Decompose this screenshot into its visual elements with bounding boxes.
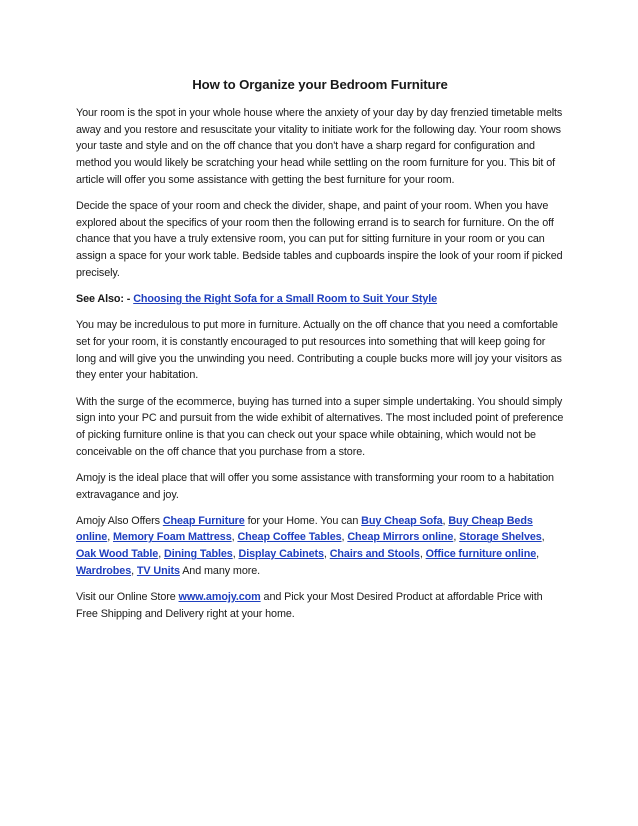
link-chairs-and-stools[interactable]: Chairs and Stools	[329, 548, 420, 561]
separator: ,	[341, 531, 348, 544]
separator: ,	[107, 531, 114, 544]
separator: ,	[453, 531, 460, 544]
separator: ,	[541, 531, 545, 544]
page-title: How to Organize your Bedroom Furniture	[192, 77, 448, 92]
offers-text: And many more.	[179, 564, 261, 577]
link-tv-units[interactable]: TV Units	[136, 564, 180, 577]
link-cheap-mirrors[interactable]: Cheap Mirrors online	[347, 531, 454, 544]
paragraph-intro: Your room is the spot in your whole house where the anxiety of your day by day frenzied timetable melts away and you restore and resuscitate your vitality to initiate work for the following day. Your room shows your taste and style and on the off chance that you don't have a sharp regard for configuration and method you would likely be scratching your head while settling on the room furniture for you. This bit of article will offer you some assistance with getting the best furniture for your room.	[76, 107, 563, 186]
visit-text: Visit our Online Store	[76, 591, 179, 604]
link-buy-cheap-beds[interactable]: Buy Cheap Beds online	[76, 514, 533, 544]
separator: ,	[131, 564, 137, 577]
link-wardrobes[interactable]: Wardrobes	[76, 564, 132, 577]
offers-text: Amojy Also Offers	[76, 514, 163, 527]
link-display-cabinets[interactable]: Display Cabinets	[238, 548, 324, 561]
link-memory-foam-mattress[interactable]: Memory Foam Mattress	[113, 531, 232, 544]
see-also-link[interactable]: Choosing the Right Sofa for a Small Room to Suit Your Style	[133, 293, 438, 306]
visit-text: and Pick your Most Desired Product at affordable Price with Free Shipping and Delivery right at your home.	[76, 591, 543, 620]
paragraph-offers	[76, 513, 564, 580]
link-amojy-store[interactable]: www.amojy.com	[178, 591, 261, 604]
separator: ,	[323, 548, 330, 561]
paragraph-investment: You may be incredulous to put more in furniture. Actually on the off chance that you need a comfortable set for your room, it is constantly encouraged to put resources into something that will keep going for long and will give you the unwinding you need. Contributing a couple bucks more will joy your visitors as they enter your habitation.	[76, 319, 562, 382]
see-also	[76, 291, 564, 308]
separator: ,	[536, 548, 540, 561]
separator: ,	[419, 548, 426, 561]
see-also-label: See Also: -	[76, 293, 134, 306]
separator: ,	[158, 548, 164, 561]
offers-text: for your Home. You can	[244, 514, 362, 527]
link-dining-tables[interactable]: Dining Tables	[164, 548, 233, 561]
separator: ,	[231, 531, 238, 544]
separator: ,	[232, 548, 239, 561]
link-storage-shelves[interactable]: Storage Shelves	[459, 531, 542, 544]
link-office-furniture[interactable]: Office furniture online	[425, 548, 537, 561]
paragraph-space: Decide the space of your room and check the divider, shape, and paint of your room. When you have explored about the specifics of your room then the following errand is to search for furniture. On the off chance that you have a truly extensive room, you can put for sitting furniture in your room or you can assign a space for your work table. Bedside tables and cupboards inspire the look of your room if picked precisely.	[76, 200, 563, 279]
link-cheap-furniture[interactable]: Cheap Furniture	[162, 514, 245, 527]
link-buy-cheap-sofa[interactable]: Buy Cheap Sofa	[361, 514, 443, 527]
paragraph-ecommerce: With the surge of the ecommerce, buying has turned into a super simple undertaking. You should simply sign into your PC and pursuit from the wide exhibit of alternatives. The most included point of preference of picking furniture online is that you can check out your space while obtaining, which would not be conceivable on the off chance that you purchase from a store.	[76, 395, 564, 458]
separator: ,	[442, 514, 449, 527]
paragraph-amojy: Amojy is the ideal place that will offer you some assistance with transforming your room to a habitation extravagance and joy.	[76, 471, 554, 501]
link-oak-wood-table[interactable]: Oak Wood Table	[76, 548, 159, 561]
paragraph-visit	[76, 589, 564, 622]
link-cheap-coffee-tables[interactable]: Cheap Coffee Tables	[237, 531, 342, 544]
